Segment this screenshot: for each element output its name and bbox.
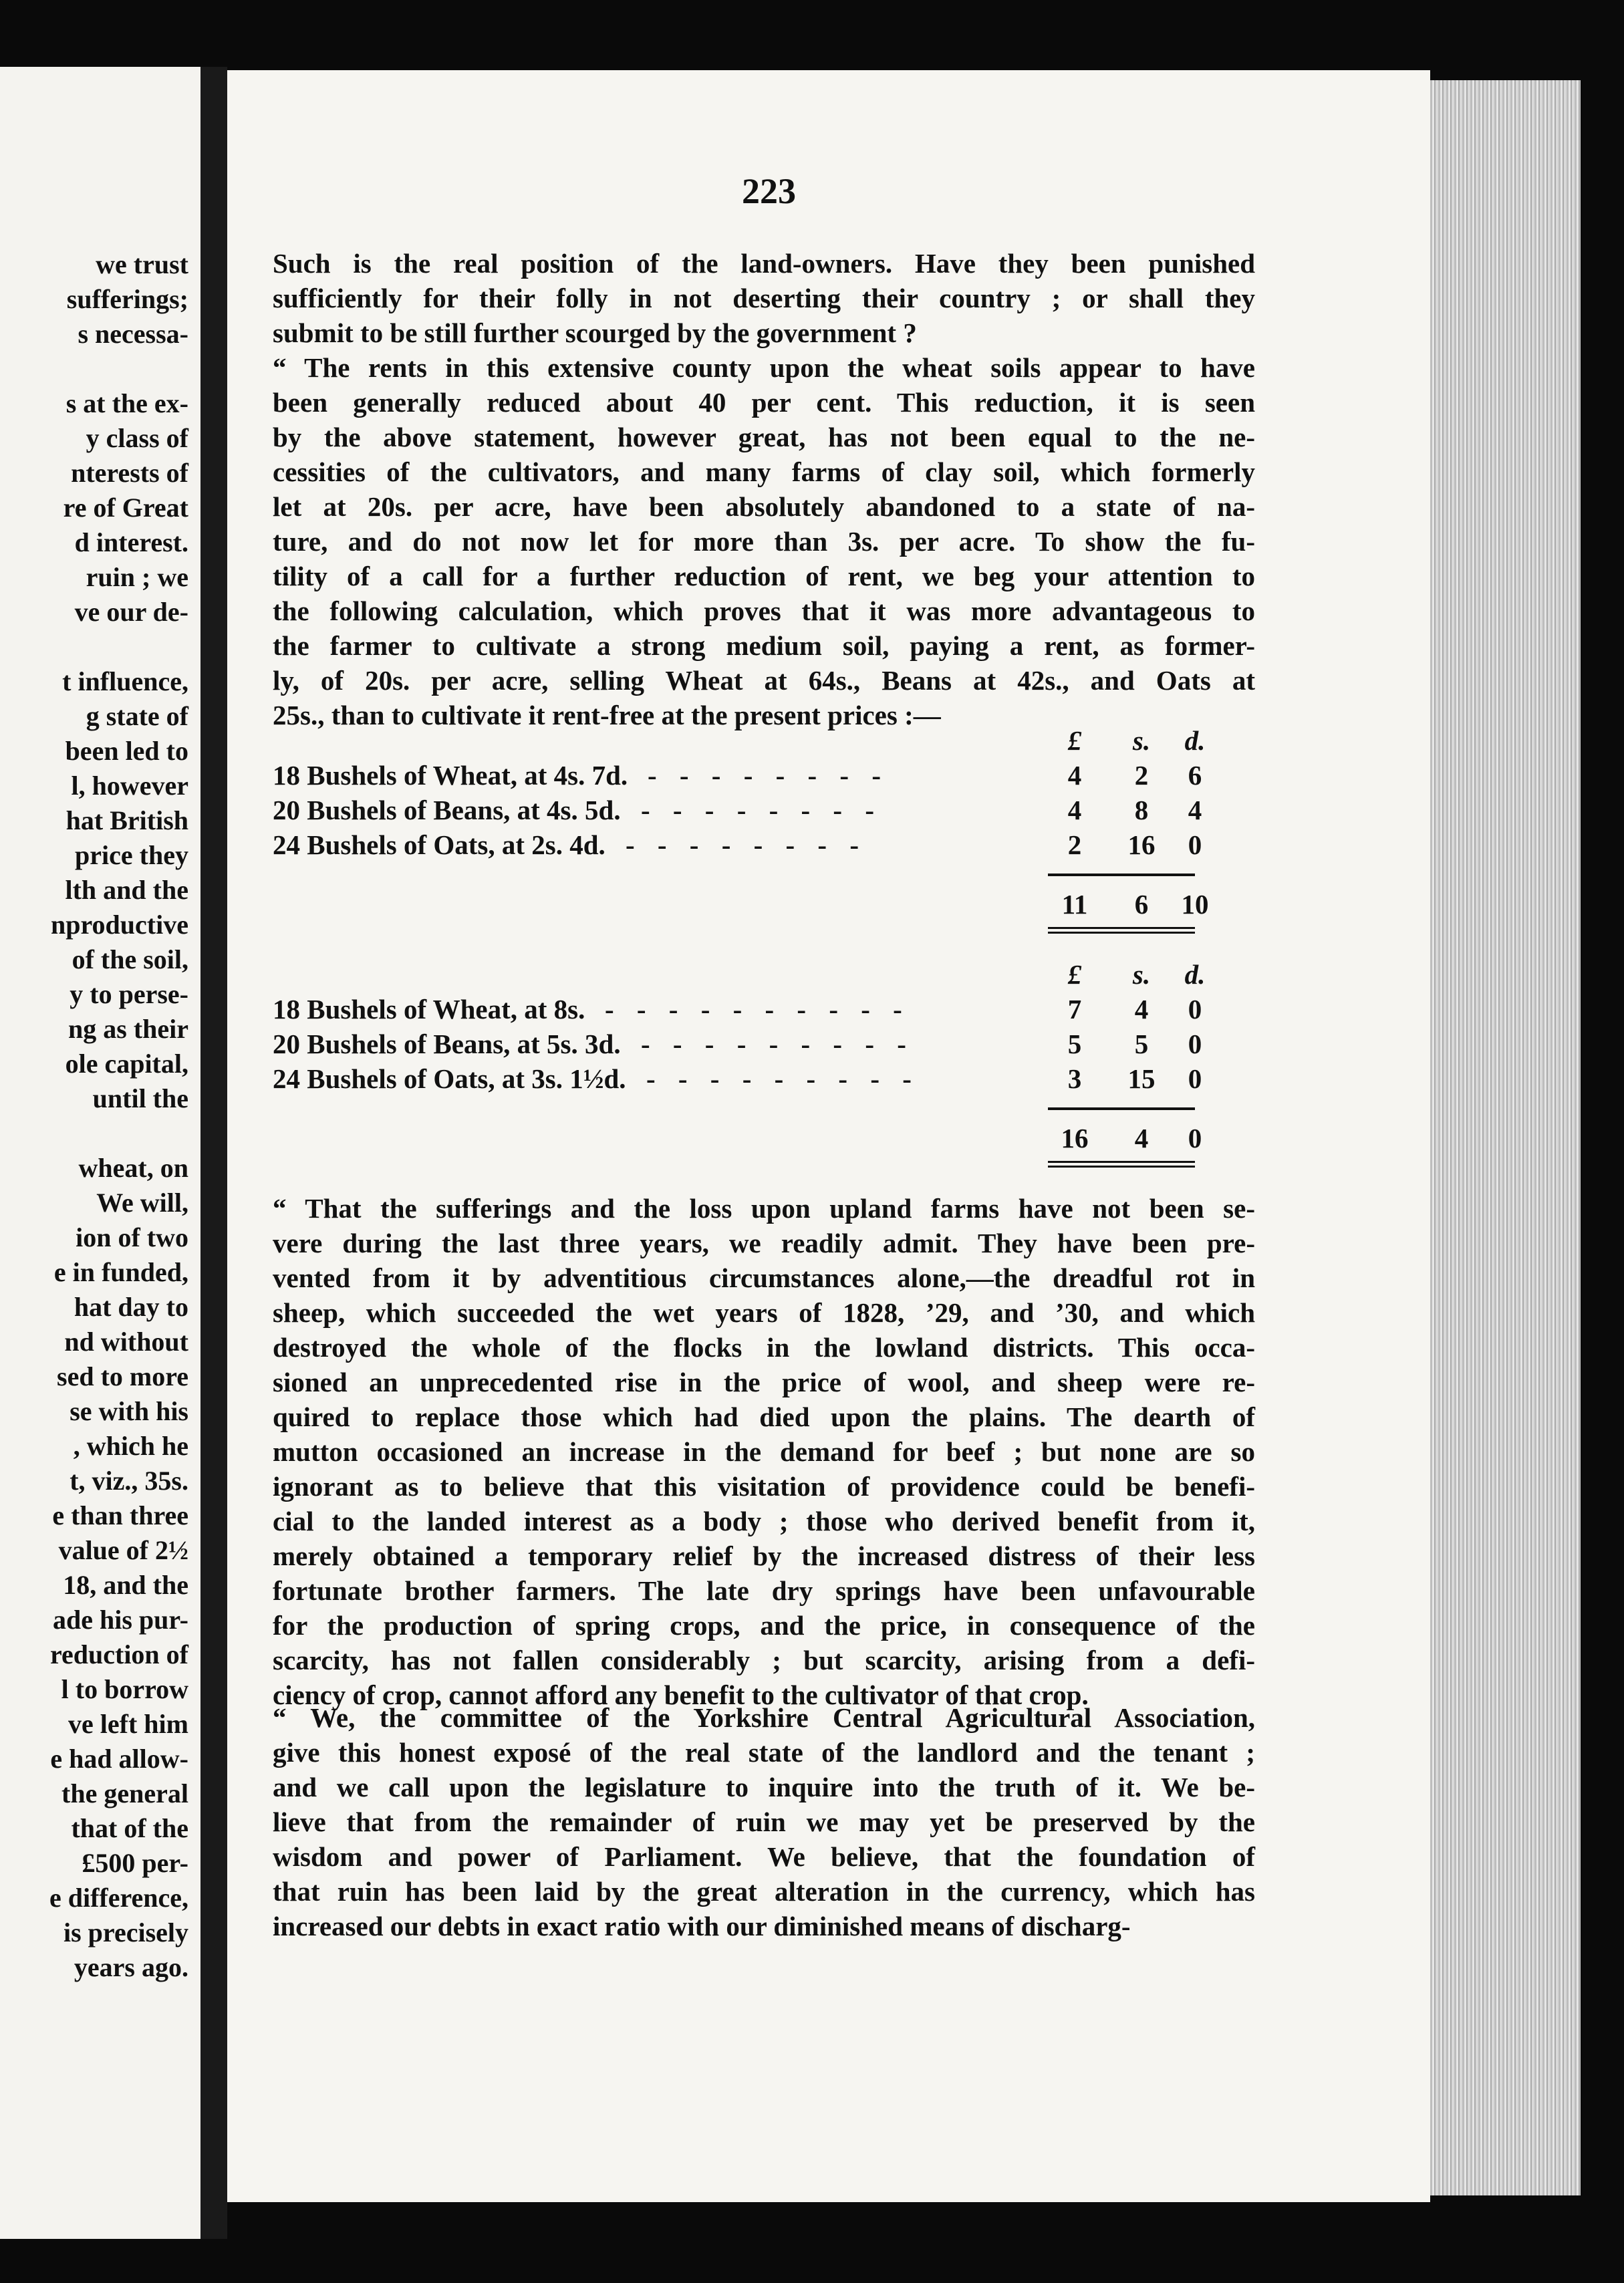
leader-dots: - - - - - - - - - bbox=[641, 1029, 914, 1059]
pounds-value: 5 bbox=[1067, 1029, 1082, 1059]
currency-header-row bbox=[273, 723, 1206, 758]
left-page-line: s at the ex- bbox=[65, 388, 188, 418]
left-page-line: ng as their bbox=[68, 1014, 188, 1044]
left-page-line: years ago. bbox=[74, 1952, 188, 1982]
row-label: 18 Bushels of Wheat, at 8s. bbox=[273, 994, 585, 1025]
page-edges bbox=[1430, 80, 1581, 2195]
total-shillings: 4 bbox=[1134, 1123, 1149, 1154]
text-line: fortunate brother farmers. The late dry springs have been unfavourable bbox=[273, 1575, 1255, 1606]
row-label: 18 Bushels of Wheat, at 4s. 7d. bbox=[273, 760, 628, 791]
pounds-value: 7 bbox=[1067, 994, 1082, 1025]
left-page-line: e difference, bbox=[49, 1883, 188, 1913]
left-page-line: lth and the bbox=[65, 875, 188, 905]
sum-rule bbox=[1048, 1107, 1195, 1110]
left-page-line: s necessa- bbox=[78, 319, 188, 349]
left-page-line: t influence, bbox=[62, 666, 188, 696]
text-line: and we call upon the legislature to inquire into the truth of it. We be- bbox=[273, 1772, 1255, 1802]
left-page-line: that of the bbox=[71, 1813, 188, 1843]
total-pence: 0 bbox=[1188, 1123, 1202, 1154]
left-page-line: hat British bbox=[65, 805, 188, 835]
left-page-line: l to borrow bbox=[61, 1674, 188, 1704]
table-row bbox=[273, 1027, 1202, 1061]
text-line: scarcity, has not fallen considerably ; but scarcity, arising from a defi- bbox=[273, 1645, 1255, 1675]
left-page-fragment bbox=[0, 67, 200, 2239]
shillings-value: 15 bbox=[1127, 1063, 1156, 1094]
table-row bbox=[273, 758, 1202, 793]
text-line: sioned an unprecedented rise in the price of wool, and sheep were re- bbox=[273, 1367, 1255, 1397]
pounds-header: £ bbox=[1067, 725, 1082, 756]
text-line: “ The rents in this extensive county upon the wheat soils appear to have bbox=[273, 352, 1255, 383]
sum-rule bbox=[1048, 874, 1195, 876]
left-page-line: nd without bbox=[64, 1327, 188, 1357]
text-line: merely obtained a temporary relief by the increased distress of their less bbox=[273, 1540, 1255, 1571]
row-label: 24 Bushels of Oats, at 3s. 1½d. bbox=[273, 1063, 626, 1094]
left-page-line: We will, bbox=[96, 1188, 188, 1218]
text-line: the following calculation, which proves that it was more advantageous to bbox=[273, 595, 1255, 626]
currency-header-row bbox=[273, 957, 1206, 992]
text-line: “ That the sufferings and the loss upon upland farms have not been se- bbox=[273, 1193, 1255, 1224]
left-page-line: g state of bbox=[86, 701, 188, 731]
pounds-value: 3 bbox=[1067, 1063, 1082, 1094]
left-page-line: re of Great bbox=[63, 493, 188, 523]
pence-header: d. bbox=[1184, 959, 1206, 990]
total-pounds: 11 bbox=[1061, 889, 1088, 920]
text-line: been generally reduced about 40 per cent. This reduction, it is seen bbox=[273, 387, 1255, 418]
left-page-line: until the bbox=[92, 1083, 188, 1113]
left-page-line: se with his bbox=[70, 1396, 188, 1426]
pence-value: 0 bbox=[1188, 994, 1202, 1025]
leader-dots: - - - - - - - - bbox=[626, 829, 867, 860]
text-line: sufficiently for their folly in not deserting their country ; or shall they bbox=[273, 283, 1255, 313]
total-double-rule bbox=[1048, 1166, 1195, 1168]
text-line: tility of a call for a further reduction of rent, we beg your attention to bbox=[273, 561, 1255, 591]
text-line: ly, of 20s. per acre, selling Wheat at 64s., Beans at 42s., and Oats at bbox=[273, 665, 1255, 696]
text-line: ture, and do not now let for more than 3s. per acre. To show the fu- bbox=[273, 526, 1255, 557]
left-page-line: sufferings; bbox=[66, 284, 188, 314]
row-label: 20 Bushels of Beans, at 5s. 3d. bbox=[273, 1029, 621, 1059]
left-page-line: t, viz., 35s. bbox=[70, 1466, 188, 1496]
text-line: wisdom and power of Parliament. We believe, that the foundation of bbox=[273, 1841, 1255, 1872]
text-line: let at 20s. per acre, have been absolutely abandoned to a state of na- bbox=[273, 491, 1255, 522]
shillings-value: 4 bbox=[1134, 994, 1149, 1025]
total-pounds: 16 bbox=[1061, 1123, 1089, 1154]
left-page-line: l, however bbox=[71, 771, 188, 801]
table-row bbox=[273, 1061, 1202, 1096]
left-page-line: d interest. bbox=[74, 527, 188, 557]
leader-dots: - - - - - - - - - bbox=[646, 1063, 920, 1094]
total-pence: 10 bbox=[1181, 889, 1209, 920]
row-label: 20 Bushels of Beans, at 4s. 5d. bbox=[273, 795, 621, 825]
left-page-line: ve our de- bbox=[74, 597, 188, 627]
pence-value: 0 bbox=[1188, 1029, 1202, 1059]
row-label: 24 Bushels of Oats, at 2s. 4d. bbox=[273, 829, 605, 860]
left-page-line: we trust bbox=[96, 249, 188, 279]
total-double-rule bbox=[1048, 927, 1195, 929]
text-line: lieve that from the remainder of ruin we may yet be preserved by the bbox=[273, 1806, 1255, 1837]
shillings-value: 2 bbox=[1134, 760, 1149, 791]
left-page-line: wheat, on bbox=[78, 1153, 188, 1183]
text-line: give this honest exposé of the real state of the landlord and the tenant ; bbox=[273, 1737, 1255, 1768]
text-line: ciency of crop, cannot afford any benefit to the cultivator of that crop. bbox=[273, 1680, 1089, 1710]
left-page-line: , which he bbox=[73, 1431, 188, 1461]
left-page-line: reduction of bbox=[49, 1639, 188, 1669]
left-page-line: value of 2½ bbox=[58, 1535, 188, 1565]
text-line: Such is the real position of the land-owners. Have they been punished bbox=[273, 248, 1255, 279]
left-page-line: ion of two bbox=[76, 1222, 188, 1252]
left-page-line: sed to more bbox=[57, 1361, 188, 1391]
text-line: sheep, which succeeded the wet years of 1828, ’29, and ’30, and which bbox=[273, 1297, 1255, 1328]
total-row bbox=[273, 1121, 1202, 1156]
left-page-line: y to perse- bbox=[70, 979, 188, 1009]
shillings-header: s. bbox=[1132, 725, 1151, 756]
left-page-line: ruin ; we bbox=[86, 562, 188, 592]
left-page-line: price they bbox=[75, 840, 188, 870]
left-page-line: of the soil, bbox=[72, 944, 188, 974]
leader-dots: - - - - - - - - bbox=[641, 795, 882, 825]
leader-dots: - - - - - - - - bbox=[648, 760, 889, 791]
text-line: destroyed the whole of the flocks in the lowland districts. This occa- bbox=[273, 1332, 1255, 1363]
pounds-header: £ bbox=[1067, 959, 1082, 990]
left-page-line: been led to bbox=[65, 736, 188, 766]
pence-value: 0 bbox=[1188, 1063, 1202, 1094]
left-page-line: is precisely bbox=[63, 1917, 188, 1948]
left-page-line: nterests of bbox=[71, 458, 188, 488]
text-line: that ruin has been laid by the great alteration in the currency, which has bbox=[273, 1876, 1255, 1907]
pounds-value: 4 bbox=[1067, 760, 1082, 791]
left-page-line: e in funded, bbox=[53, 1257, 188, 1287]
pence-value: 6 bbox=[1188, 760, 1202, 791]
pence-value: 4 bbox=[1188, 795, 1202, 825]
left-page-line: e had allow- bbox=[50, 1744, 188, 1774]
shillings-value: 8 bbox=[1134, 795, 1149, 825]
text-line: 25s., than to cultivate it rent-free at the present prices :— bbox=[273, 700, 941, 730]
left-page-line: ade his pur- bbox=[52, 1605, 188, 1635]
total-shillings: 6 bbox=[1134, 889, 1149, 920]
shillings-header: s. bbox=[1132, 959, 1151, 990]
total-double-rule bbox=[1048, 932, 1195, 934]
text-line: by the above statement, however great, has not been equal to the ne- bbox=[273, 422, 1255, 452]
table-row bbox=[273, 827, 1202, 862]
shillings-value: 5 bbox=[1134, 1029, 1149, 1059]
total-row bbox=[273, 887, 1209, 922]
text-line: the farmer to cultivate a strong medium soil, paying a rent, as former- bbox=[273, 630, 1255, 661]
text-line: ignorant as to believe that this visitation of providence could be benefi- bbox=[273, 1471, 1255, 1502]
book-gutter bbox=[200, 67, 227, 2239]
text-line: vented from it by adventitious circumstances alone,—the dreadful rot in bbox=[273, 1262, 1255, 1293]
total-double-rule bbox=[1048, 1161, 1195, 1163]
left-page-line: £500 per- bbox=[82, 1848, 188, 1878]
shillings-value: 16 bbox=[1127, 829, 1156, 860]
left-page-line: y class of bbox=[86, 423, 188, 453]
left-page-line: ve left him bbox=[68, 1709, 188, 1739]
text-line: increased our debts in exact ratio with our diminished means of discharg- bbox=[273, 1911, 1131, 1941]
text-line: cial to the landed interest as a body ; those who derived benefit from it, bbox=[273, 1506, 1255, 1536]
left-page-line: ole capital, bbox=[65, 1049, 188, 1079]
text-line: cessities of the cultivators, and many farms of clay soil, which formerly bbox=[273, 456, 1255, 487]
leader-dots: - - - - - - - - - - bbox=[605, 994, 910, 1025]
text-line: submit to be still further scourged by the government ? bbox=[273, 317, 917, 348]
text-line: quired to replace those which had died upon the plains. The dearth of bbox=[273, 1401, 1255, 1432]
left-page-line: hat day to bbox=[74, 1292, 188, 1322]
table-row bbox=[273, 793, 1202, 827]
left-page-line: the general bbox=[61, 1778, 188, 1808]
text-line: for the production of spring crops, and the price, in consequence of the bbox=[273, 1610, 1255, 1641]
page-number: 223 bbox=[742, 171, 796, 211]
text-line: mutton occasioned an increase in the demand for beef ; but none are so bbox=[273, 1436, 1255, 1467]
left-page-line: nproductive bbox=[51, 910, 188, 940]
left-page-line: 18, and the bbox=[63, 1570, 188, 1600]
text-line: vere during the last three years, we readily admit. They have been pre- bbox=[273, 1228, 1255, 1258]
pounds-value: 2 bbox=[1067, 829, 1082, 860]
left-page-line: e than three bbox=[52, 1500, 188, 1530]
pence-header: d. bbox=[1184, 725, 1206, 756]
table-row bbox=[273, 992, 1202, 1027]
pounds-value: 4 bbox=[1067, 795, 1082, 825]
text-line: “ We, the committee of the Yorkshire Central Agricultural Association, bbox=[273, 1702, 1255, 1733]
pence-value: 0 bbox=[1188, 829, 1202, 860]
